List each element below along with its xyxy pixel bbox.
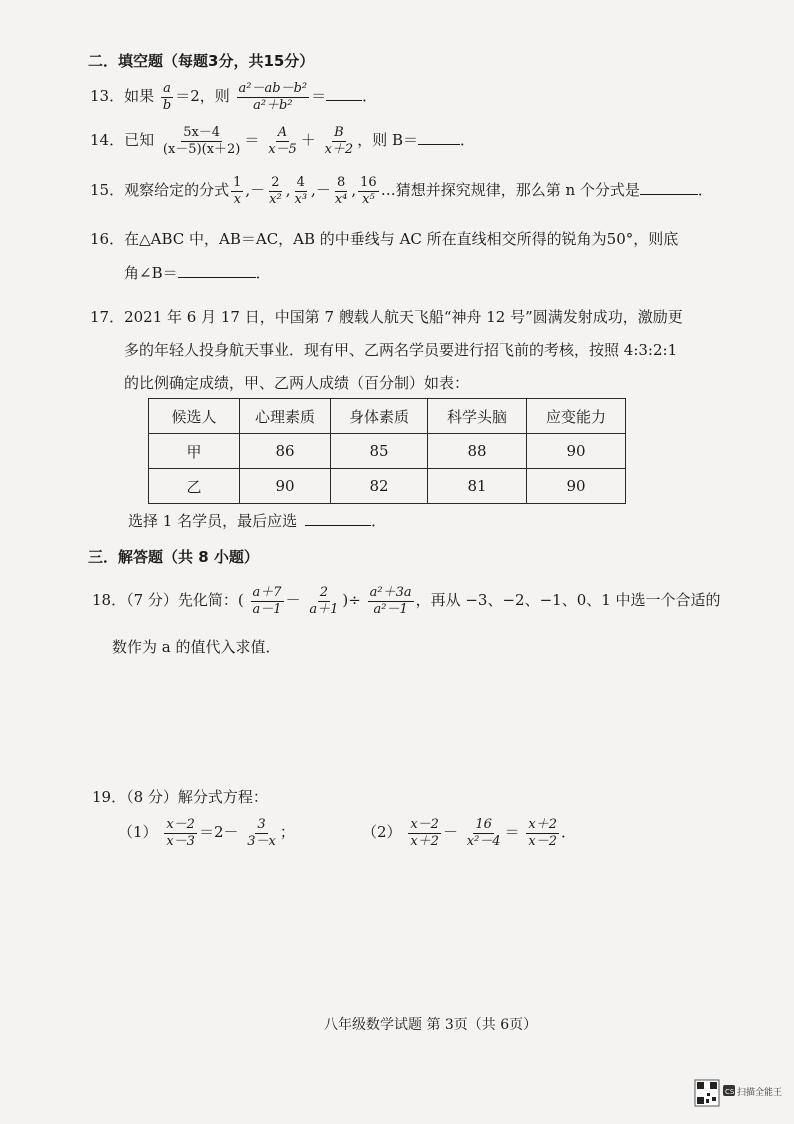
q15-term-fraction: $\frac{4}{\text{x³}}$ — [294, 175, 308, 207]
q15-sign: ,－ — [311, 181, 331, 200]
scanner-watermark — [694, 1079, 788, 1109]
question-17-line-2: 多的年轻人投身航天事业．现有甲、乙两名学员要进行招飞前的考核，按照 4:3:2:1 — [124, 341, 678, 359]
question-18-line-2: 数作为 a 的值代入求值． — [112, 638, 281, 656]
table-cell: 82 — [331, 469, 428, 504]
question-19-title: 19．（8 分）解分式方程： — [92, 788, 268, 806]
q13-fraction-a-over-b: $\frac{a}{b}$ — [162, 81, 172, 113]
table-cell: 90 — [527, 469, 626, 504]
section-2-title: 二．填空题（每题3分，共15分） — [88, 52, 315, 70]
q15-term-fraction: $\frac{1}{x}$ — [233, 175, 242, 207]
q14-fraction-main: $\frac{5x-4}{(x-5)(x+2)}$ — [162, 125, 241, 157]
q13-eq: ＝2，则 — [175, 87, 230, 106]
q18-fraction-1: $\frac{a+7}{a-1}$ — [252, 585, 282, 617]
question-17-after: 选择 1 名学员，最后应选 ． — [128, 512, 387, 530]
question-19-part-1: （1） $\frac{x-2}{x-3}$ ＝2－ $\frac{3}{3-x}$ ； — [118, 817, 295, 849]
question-15: 15．观察给定的分式 $\frac{1}{x}$ ,－ $\frac{2}{\text{x²}}$ , $\frac{4}{\text{x³}}$ ,－ $\frac{8}{\text{x⁴}}$ , $\frac{16}{\text{x⁵}}$ …猜想并探究规律，那么第 n 个分式是 ． — [90, 175, 713, 207]
q15-term-fraction: $\frac{8}{\text{x⁴}}$ — [334, 175, 348, 207]
question-16-line-1: 16．在△ABC 中，AB＝AC，AB 的中垂线与 AC 所在直线相交所得的锐角为50°，则底 — [90, 230, 679, 248]
q13-fraction-expr: $\frac{\text{a²－ab－b²}}{\text{a²＋b²}}$ — [238, 81, 308, 113]
table-header-cell: 应变能力 — [527, 399, 626, 434]
table-cell: 86 — [240, 434, 331, 469]
table-cell: 88 — [428, 434, 527, 469]
table-header-cell: 心理素质 — [240, 399, 331, 434]
q19-p1-fraction-1: $\frac{x-2}{x-3}$ — [166, 817, 195, 849]
q19-p2-fraction-1: $\frac{x-2}{x+2}$ — [410, 817, 439, 849]
q15-sign: , — [285, 181, 291, 200]
score-table — [148, 398, 626, 504]
table-header-cell: 科学头脑 — [428, 399, 527, 434]
q17-answer-blank — [305, 511, 371, 526]
table-header-row — [149, 399, 626, 434]
question-14: 14．已知 $\frac{5x-4}{(x-5)(x+2)}$ ＝ $\frac{A}{x-5}$ ＋ $\frac{B}{x+2}$ ，则 B＝ ． — [90, 125, 476, 157]
q15-sequence — [229, 175, 381, 207]
q16-answer-blank — [178, 263, 256, 278]
question-13: 13．如果 $\frac{a}{b}$ ＝2，则 $\frac{\text{a²－ab－b²}}{\text{a²＋b²}}$ ＝ ． — [90, 81, 378, 113]
q18-fraction-3: $\frac{\text{a²＋3a}}{\text{a²－1}}$ — [369, 585, 412, 617]
q19-p2-fraction-2: $\frac{16}{\text{x²－4}}$ — [466, 817, 501, 849]
q19-p2-fraction-3: $\frac{x+2}{x-2}$ — [528, 817, 557, 849]
table-row — [149, 434, 626, 469]
watermark-text: 扫描全能王 — [737, 1088, 783, 1098]
q15-sign: ,－ — [245, 181, 266, 200]
section-3-title: 三．解答题（共 8 小题） — [88, 548, 259, 566]
q15-term-fraction: $\frac{2}{\text{x²}}$ — [269, 175, 282, 207]
q15-term-fraction: $\frac{16}{\text{x⁵}}$ — [360, 175, 377, 207]
table-header-cell: 身体素质 — [331, 399, 428, 434]
question-17-line-1: 17．2021 年 6 月 17 日，中国第 7 艘载人航天飞船“神舟 12 号”圆满发射成功，激励更 — [90, 308, 683, 326]
q13-answer-blank — [326, 86, 362, 101]
table-cell: 乙 — [149, 469, 240, 504]
q14-fraction-B: $\frac{B}{x+2}$ — [324, 125, 354, 157]
question-18-line-1: 18．（7 分）先化简：( $\frac{a+7}{a-1}$ － $\frac{2}{a+1}$ )÷ $\frac{\text{a²＋3a}}{\text{a²－1}}$ ，再从 −3、−2、−1、0、1 中选一个合适的 — [92, 585, 721, 617]
table-cell: 85 — [331, 434, 428, 469]
svg-text:CS: CS — [725, 1088, 735, 1096]
page-footer: 八年级数学试题 第 3页（共 6页） — [324, 1017, 538, 1033]
q13-number: 13． — [90, 87, 125, 106]
q19-p1-fraction-2: $\frac{3}{3-x}$ — [247, 817, 276, 849]
question-16-line-2: 角∠B＝ ． — [124, 264, 271, 282]
q14-answer-blank — [418, 130, 460, 145]
table-cell: 90 — [240, 469, 331, 504]
q15-answer-blank — [640, 180, 698, 195]
table-cell: 81 — [428, 469, 527, 504]
q13-pre: 如果 — [124, 87, 155, 106]
question-17-line-3: 的比例确定成绩，甲、乙两人成绩（百分制）如表： — [124, 374, 470, 392]
table-row — [149, 469, 626, 504]
table-cell: 90 — [527, 434, 626, 469]
q18-fraction-2: $\frac{2}{a+1}$ — [309, 585, 339, 617]
question-19-part-2: （2） $\frac{x-2}{x+2}$ － $\frac{16}{\text{x²－4}}$ ＝ $\frac{x+2}{x-2}$ ． — [362, 817, 576, 849]
table-header-cell: 候选人 — [149, 399, 240, 434]
q14-fraction-A: $\frac{A}{x-5}$ — [268, 125, 297, 157]
table-cell: 甲 — [149, 434, 240, 469]
q15-sign: , — [351, 181, 357, 200]
